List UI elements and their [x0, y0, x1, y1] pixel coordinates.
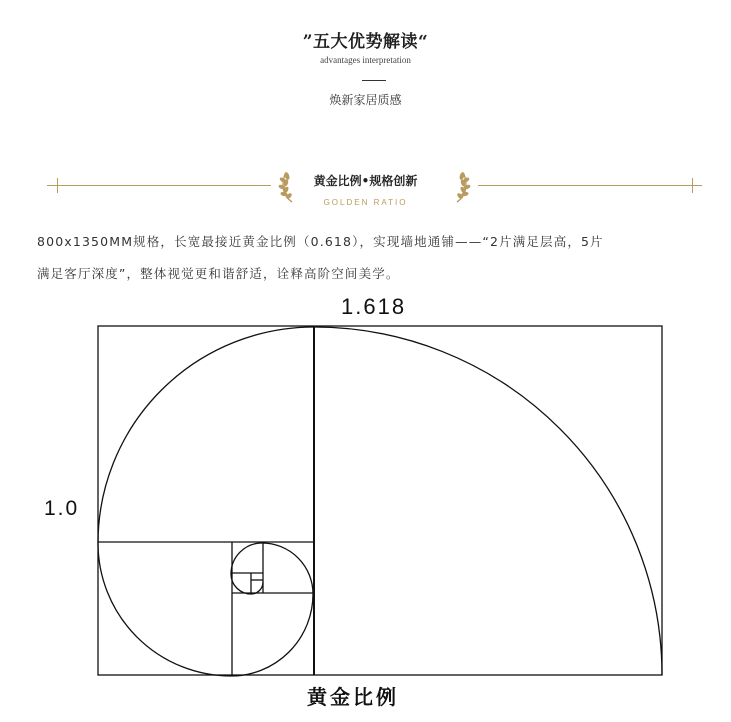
spiral-arc-3	[98, 543, 231, 676]
spiral-arc-6	[231, 543, 262, 574]
spiral-arc-5	[262, 543, 313, 594]
section-subtitle: GOLDEN RATIO	[323, 198, 408, 207]
header-title: ”五大优势解读“	[302, 32, 429, 52]
spiral-arc-2	[98, 327, 314, 543]
header-tagline: 焕新家居质感	[329, 93, 402, 107]
spiral-arc-8	[251, 582, 263, 594]
ratio-top-label: 1.618	[341, 294, 407, 319]
paragraph-line-1: 800x1350MM规格，长宽最接近黄金比例（0.618），实现墙地通铺——“2片满足层高，5片	[37, 234, 604, 249]
section-title: 黄金比例•规格创新	[313, 174, 418, 188]
spiral-arc-7	[231, 574, 251, 594]
spiral-arc-4	[231, 594, 313, 676]
spiral-arc-1	[314, 327, 662, 675]
ratio-bottom-label: 黄金比例	[307, 685, 399, 709]
header-subtitle: advantages interpretation	[320, 55, 411, 65]
outer-rectangle	[98, 326, 662, 675]
ratio-side-label: 1.0	[44, 497, 80, 520]
paragraph-line-2: 满足客厅深度”，整体视觉更和谐舒适，诠释高阶空间美学。	[37, 266, 400, 281]
